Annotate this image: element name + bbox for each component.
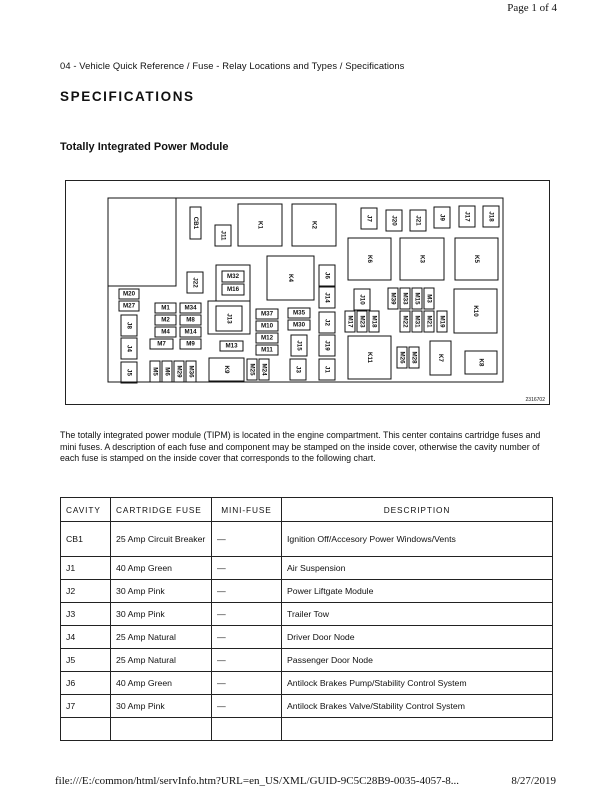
relay-K5 [455, 238, 498, 280]
cell-mini-fuse: — [212, 557, 282, 580]
svg-text:M21: M21 [425, 315, 433, 328]
relay-K2 [292, 204, 336, 246]
svg-text:J22: J22 [191, 277, 199, 288]
section-title: Totally Integrated Power Module [60, 141, 229, 153]
svg-text:M1: M1 [161, 304, 170, 312]
relay-K1 [238, 204, 282, 246]
svg-text:M2: M2 [161, 316, 170, 324]
svg-text:M7: M7 [157, 340, 166, 348]
m32-m16-bracket [216, 265, 250, 301]
table-row [61, 649, 553, 672]
table-row [61, 580, 553, 603]
fuse-J14 [319, 287, 335, 308]
image-code: 2316702 [525, 397, 545, 403]
cell-description: Trailer Tow [282, 603, 553, 626]
svg-text:M15: M15 [413, 292, 421, 305]
fuse-M17 [345, 311, 355, 332]
fuse-M20 [119, 289, 139, 299]
cell-cavity: J2 [61, 580, 111, 603]
svg-text:M22: M22 [401, 315, 409, 328]
cell-mini-fuse [212, 718, 282, 741]
relay-K3 [400, 238, 444, 280]
cell-mini-fuse: — [212, 649, 282, 672]
svg-text:M25: M25 [248, 363, 256, 376]
col-cartridge-fuse: CARTRIDGE FUSE [111, 498, 212, 522]
relay-K8 [465, 351, 497, 374]
cell-cavity: J1 [61, 557, 111, 580]
svg-text:M24: M24 [260, 363, 268, 376]
svg-text:M30: M30 [292, 321, 306, 329]
svg-text:M5: M5 [151, 367, 159, 376]
fuse-J13 [216, 306, 242, 331]
cell-mini-fuse: — [212, 522, 282, 557]
svg-text:K10: K10 [471, 305, 479, 317]
cell-description: Passenger Door Node [282, 649, 553, 672]
svg-text:M4: M4 [161, 328, 170, 336]
fuse-M23 [357, 311, 367, 332]
fuse-M4 [155, 327, 176, 337]
fuse-J20 [386, 210, 402, 231]
svg-text:J3: J3 [294, 366, 302, 373]
cell-cartridge-fuse: 25 Amp Natural [111, 626, 212, 649]
svg-text:J10: J10 [358, 294, 366, 305]
fuse-J5 [121, 362, 137, 383]
fuse-M6 [162, 361, 172, 382]
cell-cartridge-fuse: 30 Amp Pink [111, 603, 212, 626]
svg-text:M20: M20 [122, 290, 136, 298]
fuse-J2 [319, 312, 335, 333]
table-row [61, 522, 553, 557]
tipm-diagram [65, 180, 550, 405]
fuse-J6 [319, 265, 335, 286]
fuse-J10 [354, 289, 370, 310]
cell-cavity: CB1 [61, 522, 111, 557]
svg-text:J11: J11 [219, 230, 227, 241]
svg-text:J13: J13 [225, 313, 233, 324]
svg-text:K3: K3 [418, 255, 426, 263]
fuse-M12 [256, 333, 278, 343]
cell-mini-fuse: — [212, 626, 282, 649]
fuse-M27 [119, 301, 139, 311]
fuse-M13 [220, 341, 243, 351]
svg-text:J21: J21 [414, 215, 422, 226]
svg-text:K7: K7 [436, 354, 444, 362]
cell-cavity: J7 [61, 695, 111, 718]
fuse-M14 [180, 327, 201, 337]
col-mini-fuse: MINI-FUSE [212, 498, 282, 522]
relay-K4 [267, 256, 314, 300]
svg-text:J1: J1 [323, 366, 331, 373]
svg-text:J7: J7 [365, 215, 373, 222]
svg-text:M9: M9 [186, 340, 195, 348]
relay-K6 [348, 238, 391, 280]
svg-text:J6: J6 [323, 272, 331, 279]
svg-text:M23: M23 [358, 315, 366, 328]
fuse-M10 [256, 321, 278, 331]
svg-text:J8: J8 [125, 322, 133, 329]
fuse-M21 [424, 311, 434, 332]
table-row [61, 557, 553, 580]
fuse-CB1 [190, 207, 201, 239]
svg-text:M3: M3 [425, 294, 433, 303]
svg-text:K6: K6 [365, 255, 373, 263]
cell-cartridge-fuse: 25 Amp Natural [111, 649, 212, 672]
cell-mini-fuse: — [212, 695, 282, 718]
svg-text:J17: J17 [463, 211, 471, 222]
fuse-J7 [361, 208, 377, 229]
svg-text:J18: J18 [487, 211, 495, 222]
file-path: file:///E:/common/html/servInfo.htm?URL=en_US/XML/GUID-9C5C28B9-0035-4057-8... [55, 775, 459, 787]
svg-text:K4: K4 [286, 274, 294, 282]
fuse-M1 [155, 303, 176, 313]
svg-text:M34: M34 [184, 304, 197, 312]
cell-mini-fuse: — [212, 580, 282, 603]
fuse-J9 [434, 207, 450, 228]
svg-text:M31: M31 [413, 315, 421, 328]
cell-description: Driver Door Node [282, 626, 553, 649]
fuse-M33 [400, 288, 410, 309]
svg-text:J9: J9 [438, 214, 446, 221]
relay-K11 [348, 336, 391, 379]
svg-text:M36: M36 [187, 365, 195, 378]
fuse-M28 [409, 347, 419, 368]
cell-cavity [61, 718, 111, 741]
table-row [61, 626, 553, 649]
svg-text:M17: M17 [346, 315, 354, 328]
cell-cavity: J4 [61, 626, 111, 649]
fuse-J18 [483, 206, 499, 227]
fuse-M31 [412, 311, 422, 332]
fuse-M18 [369, 311, 379, 332]
svg-text:K2: K2 [310, 221, 318, 229]
cell-cavity: J5 [61, 649, 111, 672]
svg-text:M19: M19 [438, 315, 446, 328]
relay-K10 [454, 289, 497, 333]
page-number: Page 1 of 4 [507, 2, 557, 14]
fuse-J17 [459, 206, 475, 227]
fuse-M25 [247, 359, 257, 380]
svg-text:M37: M37 [260, 310, 274, 318]
svg-text:J14: J14 [323, 292, 331, 303]
svg-text:M14: M14 [184, 328, 197, 336]
fuse-M5 [150, 361, 160, 382]
svg-text:K11: K11 [365, 351, 373, 364]
fuse-M9 [180, 339, 201, 349]
svg-text:J4: J4 [125, 345, 133, 352]
svg-text:M39: M39 [389, 292, 397, 305]
fuse-M29 [174, 361, 184, 382]
fuse-J8 [121, 315, 137, 336]
fuse-M26 [397, 347, 407, 368]
fuse-J19 [319, 335, 335, 356]
cell-cartridge-fuse [111, 718, 212, 741]
fuse-M34 [180, 303, 201, 313]
breadcrumb: 04 - Vehicle Quick Reference / Fuse - Relay Locations and Types / Specifications [60, 60, 405, 71]
fuse-table [60, 497, 553, 741]
col-cavity: CAVITY [61, 498, 111, 522]
cell-mini-fuse: — [212, 672, 282, 695]
svg-text:M33: M33 [401, 292, 409, 305]
cell-mini-fuse: — [212, 603, 282, 626]
svg-text:M12: M12 [260, 334, 274, 342]
svg-text:M26: M26 [398, 351, 406, 364]
cell-description: Power Liftgate Module [282, 580, 553, 603]
fuse-M7 [150, 339, 173, 349]
cell-description: Ignition Off/Accesory Power Windows/Vents [282, 522, 553, 557]
fuse-M22 [400, 311, 410, 332]
svg-text:J2: J2 [323, 319, 331, 326]
svg-text:M11: M11 [261, 346, 273, 354]
fuse-M8 [180, 315, 201, 325]
svg-text:M18: M18 [370, 315, 378, 328]
cell-cavity: J6 [61, 672, 111, 695]
svg-text:J19: J19 [323, 340, 331, 351]
svg-text:M10: M10 [260, 322, 274, 330]
module-description: The totally integrated power module (TIPM) is located in the engine compartment. This center contains cartridge fuses and mini fuses. A description of each fuse and component may be stamped on the inside cover, otherwise the cavity number of each fuse is stamped on the inside cover that corresponds to the following chart. [60, 430, 541, 463]
col-description: DESCRIPTION [282, 498, 553, 522]
table-header-row [61, 498, 553, 522]
svg-text:K9: K9 [222, 365, 230, 374]
svg-text:K8: K8 [477, 358, 485, 367]
fuse-M2 [155, 315, 176, 325]
cell-description: Antilock Brakes Valve/Stability Control System [282, 695, 553, 718]
fuse-M19 [437, 311, 447, 332]
fuse-M30 [288, 320, 310, 330]
svg-text:M27: M27 [122, 302, 136, 310]
fuse-J21 [410, 210, 426, 231]
relay-K7 [430, 341, 451, 375]
fuse-M3 [424, 288, 434, 309]
fuse-J22 [187, 272, 203, 293]
cell-cartridge-fuse: 30 Amp Pink [111, 580, 212, 603]
fuse-J3 [290, 359, 306, 380]
cell-cartridge-fuse: 40 Amp Green [111, 557, 212, 580]
fuse-M36 [186, 361, 196, 382]
fuse-M39 [388, 288, 398, 309]
cell-cartridge-fuse: 25 Amp Circuit Breaker [111, 522, 212, 557]
table-row [61, 672, 553, 695]
cell-cartridge-fuse: 30 Amp Pink [111, 695, 212, 718]
fuse-J4 [121, 338, 137, 359]
svg-text:J20: J20 [390, 215, 398, 226]
page-title: SPECIFICATIONS [60, 89, 195, 104]
relay-K9 [209, 358, 244, 381]
cell-description: Air Suspension [282, 557, 553, 580]
fuse-M35 [288, 308, 310, 318]
fuse-M24 [259, 359, 269, 380]
svg-text:M35: M35 [292, 309, 306, 317]
svg-text:J15: J15 [295, 340, 303, 351]
fuse-M11 [256, 345, 278, 355]
table-row [61, 695, 553, 718]
cell-description [282, 718, 553, 741]
svg-text:M28: M28 [410, 351, 418, 364]
svg-text:M16: M16 [226, 286, 240, 294]
svg-text:K5: K5 [472, 255, 480, 263]
fuse-J15 [291, 335, 307, 356]
svg-text:M32: M32 [226, 273, 240, 281]
svg-text:M6: M6 [163, 367, 171, 376]
table-row [61, 718, 553, 741]
tipm-diagram-svg [66, 181, 549, 404]
fuse-M37 [256, 309, 278, 319]
svg-text:CB1: CB1 [191, 216, 199, 230]
svg-text:J5: J5 [125, 369, 133, 376]
svg-text:K1: K1 [256, 221, 264, 229]
cell-cartridge-fuse: 40 Amp Green [111, 672, 212, 695]
fuse-M16 [222, 284, 244, 295]
print-date: 8/27/2019 [511, 775, 556, 787]
fuse-J11 [215, 225, 231, 246]
cell-description: Antilock Brakes Pump/Stability Control System [282, 672, 553, 695]
empty-bay [108, 198, 176, 286]
cell-cavity: J3 [61, 603, 111, 626]
svg-text:M29: M29 [175, 365, 183, 378]
fuse-M32 [222, 271, 244, 282]
svg-text:M13: M13 [225, 342, 238, 350]
table-row [61, 603, 553, 626]
fuse-M15 [412, 288, 422, 309]
fuse-J1 [319, 359, 335, 380]
svg-text:M8: M8 [186, 316, 195, 324]
